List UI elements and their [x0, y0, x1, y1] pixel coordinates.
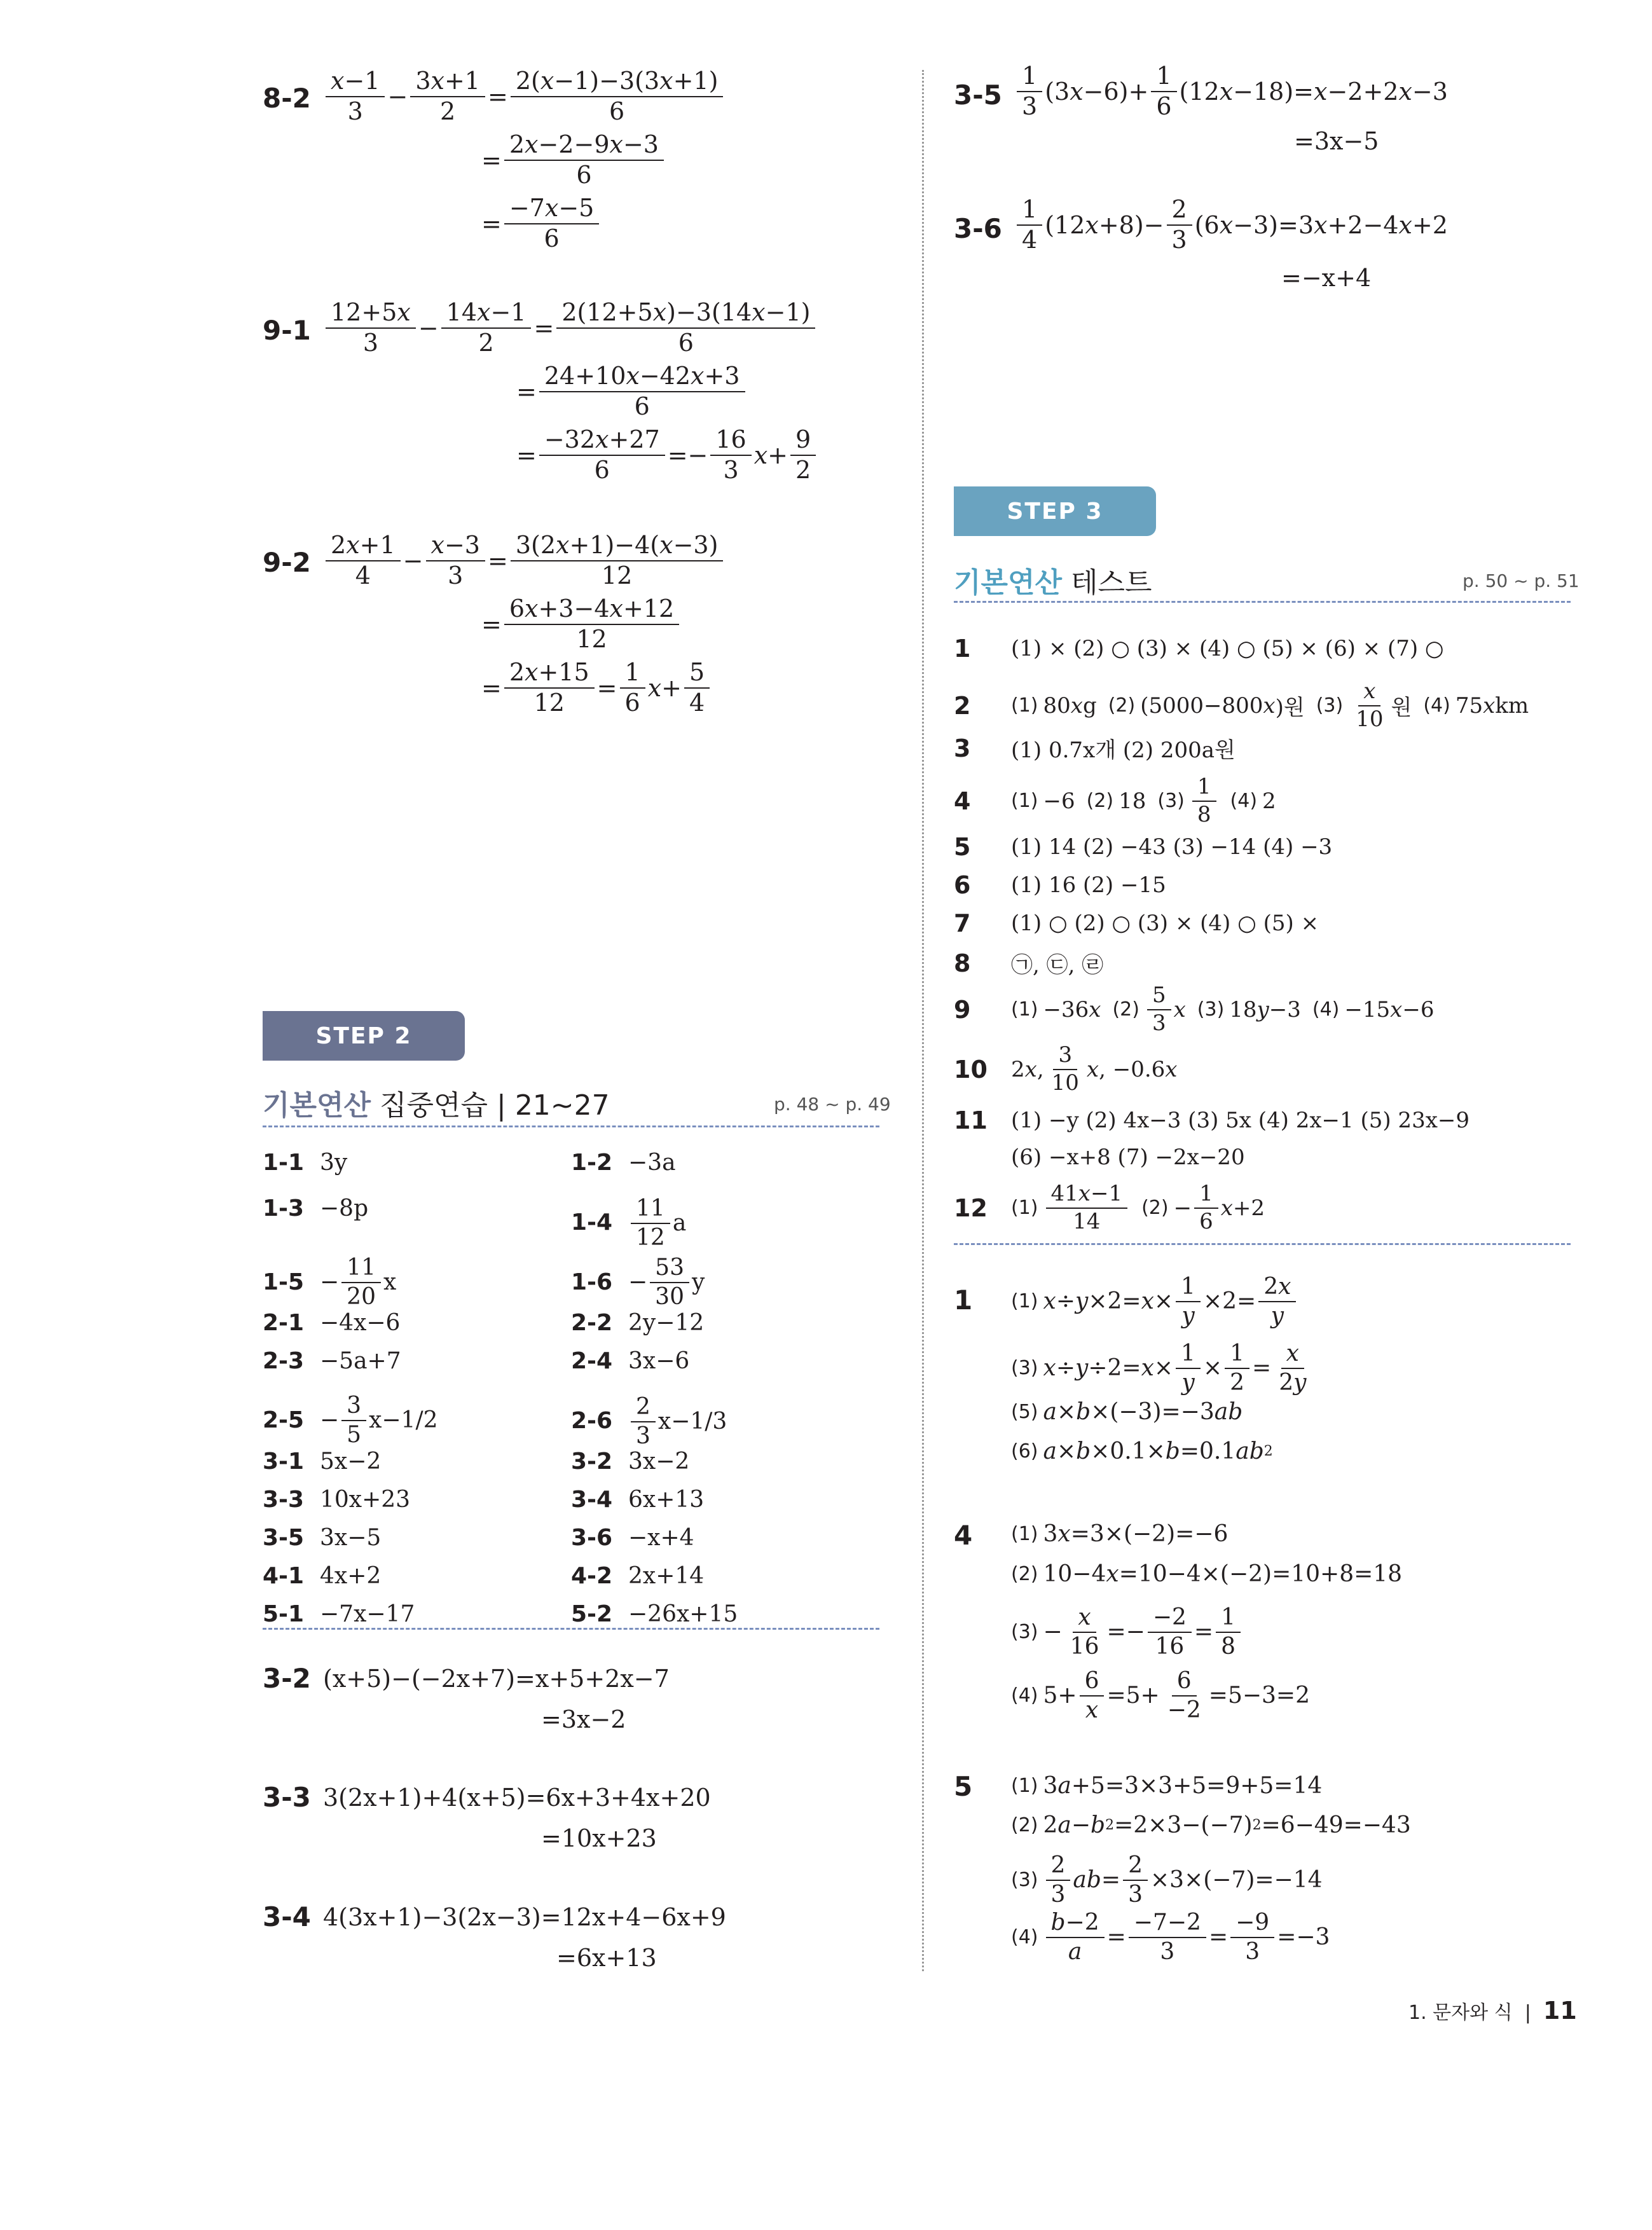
- step2-answer-value: $\frac{2}{3}$ x−1/3: [628, 1394, 727, 1449]
- step2-answer-value: $\frac{11}{12}$ a: [628, 1195, 686, 1250]
- test-answer-5: 5 (1) 14 (2) −43 (3) −14 (4) −3: [954, 833, 1333, 861]
- solution-label-4: 4: [954, 1520, 973, 1551]
- step2-answer-2-1: [263, 1310, 400, 1336]
- eq-3-3-line1: 3(2x+1)+4(x+5)=6x+3+4x+20: [323, 1784, 711, 1812]
- step2-answer-key: 3-5: [263, 1525, 305, 1551]
- step2-answer-key: 3-2: [571, 1449, 613, 1475]
- solution-1-1: (1) x ÷ y ×2= x × $\frac{1}{y}$ ×2= $\frac{2x}{y}$: [1011, 1275, 1298, 1328]
- eq-9-2-line1: $\frac{2x+1}{4}$ − $\frac{x-3}{3}$ = $\frac{3(2x+1)-4(x-3)}{12}$: [323, 533, 726, 589]
- right-column: [922, 0, 1652, 2230]
- eq-8-2-line3: = $\frac{-7x-5}{6}$: [481, 196, 602, 252]
- eq-9-1-line1: $\frac{12+5x}{3}$ − $\frac{14x-1}{2}$ = $\frac{2(12+5x)-3(14x-1)}{6}$: [323, 300, 818, 356]
- step2-answer-1-1: [263, 1150, 347, 1176]
- eq-9-1-line3: = $\frac{-32x+27}{6}$ =− $\frac{16}{3}$ x + $\frac{9}{2}$: [516, 427, 818, 483]
- step2-answer-key: 2-2: [571, 1310, 613, 1336]
- problem-label-3-4: 3-4: [263, 1901, 311, 1932]
- step3-divider-bottom: [954, 1243, 1571, 1245]
- test-answer-11-value-b: (6) −x+8 (7) −2x−20: [1011, 1145, 1245, 1170]
- eq-3-6-line2: =−x+4: [1281, 264, 1372, 292]
- page-number: 11: [1543, 1997, 1577, 2025]
- step2-title: [263, 1082, 610, 1123]
- step2-answer-3-1: [263, 1449, 381, 1475]
- step2-answer-4-2: [571, 1563, 704, 1589]
- eq-3-6-line1: $\frac{1}{4}$ (12 x +8)− $\frac{2}{3}$ (6 x −3)=3 x +2−4 x +2: [1014, 197, 1448, 253]
- step2-answer-1-5: [263, 1256, 396, 1309]
- test-answer-11b: [954, 1145, 1245, 1170]
- eq-8-2-line2: = $\frac{2x-2-9x-3}{6}$: [481, 132, 666, 188]
- step2-answer-key: 2-6: [571, 1408, 613, 1435]
- step2-answer-value: 3x−5: [320, 1525, 382, 1551]
- step2-answer-key: 1-2: [571, 1150, 613, 1176]
- test-answer-7-value: (1) ○ (2) ○ (3) × (4) ○ (5) ×: [1011, 911, 1319, 936]
- step2-answer-key: 3-4: [571, 1487, 613, 1513]
- step2-answer-value: 3x−6: [628, 1348, 690, 1374]
- page-footer: 1. 문자와 식 | 11: [1408, 1997, 1577, 2025]
- solution-1-6: (6) a × b ×0.1× b =0.1 ab 2: [1011, 1438, 1273, 1464]
- step2-divider-bottom: [263, 1628, 879, 1630]
- step2-answer-3-5: [263, 1525, 381, 1551]
- eq-8-2-line1: $\frac{x-1}{3}$ − $\frac{3x+1}{2}$ = $\frac{2(x-1)-3(3x+1)}{6}$: [323, 69, 726, 125]
- problem-label-3-2: 3-2: [263, 1663, 311, 1694]
- step2-answer-3-4: [571, 1487, 704, 1513]
- test-answer-7: 7 (1) ○ (2) ○ (3) × (4) ○ (5) ×: [954, 909, 1319, 937]
- step2-answer-key: 1-5: [263, 1269, 305, 1296]
- step3-badge: STEP 3: [954, 486, 1156, 536]
- solution-5-3: (3) $\frac{2}{3}$ ab = $\frac{2}{3}$ ×3×(−7)=−14: [1011, 1852, 1323, 1908]
- step2-answer-3-2: [571, 1449, 689, 1475]
- step2-answer-1-4: [571, 1195, 686, 1250]
- test-answer-8: 8 ㉠, ㉢, ㉣: [954, 947, 1103, 979]
- test-answer-8-value: ㉠, ㉢, ㉣: [1011, 953, 1104, 978]
- step2-answer-value: −26x+15: [628, 1601, 738, 1627]
- problem-label-8-2: 8-2: [263, 83, 311, 114]
- step2-answer-value: 6x+13: [628, 1487, 705, 1513]
- solution-5-1: (1) 3 a +5=3×3+5=9+5=14: [1011, 1773, 1323, 1799]
- step2-answer-value: 2x+14: [628, 1563, 705, 1589]
- step3-title-rest: 테스트: [1062, 567, 1152, 599]
- step2-badge: STEP 2: [263, 1011, 465, 1061]
- step2-answer-key: 3-6: [571, 1525, 613, 1551]
- step2-answer-key: 2-5: [263, 1407, 305, 1434]
- step2-answer-3-6: [571, 1525, 694, 1551]
- step2-answer-value: −5a+7: [320, 1348, 401, 1374]
- step3-divider-top: [954, 601, 1571, 603]
- solution-4-2: (2) 10−4 x =10−4×(−2)=10+8=18: [1011, 1561, 1403, 1587]
- step2-answer-key: 2-4: [571, 1348, 613, 1374]
- step2-answer-value: 5x−2: [320, 1449, 382, 1475]
- step2-answer-value: 3x−2: [628, 1449, 690, 1475]
- solution-4-1: (1) 3 x =3×(−2)=−6: [1011, 1521, 1229, 1547]
- problem-label-3-3: 3-3: [263, 1782, 311, 1813]
- step2-answer-1-2: [571, 1150, 676, 1176]
- test-answer-11: 11 (1) −y (2) 4x−3 (3) 5x (4) 2x−1 (5) 23x−9: [954, 1106, 1470, 1134]
- step2-answer-key: 1-1: [263, 1150, 305, 1176]
- step2-answer-4-1: [263, 1563, 381, 1589]
- footer-chapter: 1. 문자와 식: [1408, 2002, 1513, 2024]
- solution-1-3: (3) x ÷ y ÷2= x × $\frac{1}{y}$ × $\frac{1}{2}$ = $\frac{x}{2y}$: [1011, 1340, 1307, 1396]
- step2-answer-key: 1-3: [263, 1195, 305, 1222]
- step2-answer-value: 10x+23: [320, 1487, 411, 1513]
- step2-answer-value: 3y: [320, 1150, 348, 1176]
- step2-answer-value: − $\frac{11}{20}$ x: [320, 1255, 397, 1310]
- step2-answer-value: −3a: [628, 1150, 676, 1176]
- step2-answer-key: 2-1: [263, 1310, 305, 1336]
- solution-5-4: (4) $\frac{b-2}{a}$ = $\frac{-7-2}{3}$ = $\frac{-9}{3}$ =−3: [1011, 1910, 1330, 1965]
- step2-answer-1-3: [263, 1195, 368, 1222]
- step2-answer-value: −8p: [320, 1195, 369, 1222]
- test-answer-1-value: (1) × (2) ○ (3) × (4) ○ (5) × (6) × (7) ○: [1011, 636, 1444, 661]
- eq-9-2-line2: = $\frac{6x+3-4x+12}{12}$: [481, 596, 682, 652]
- test-answer-5-value: (1) 14 (2) −43 (3) −14 (4) −3: [1011, 834, 1333, 860]
- step2-answer-5-2: [571, 1601, 738, 1627]
- eq-3-2-line1: (x+5)−(−2x+7)=x+5+2x−7: [323, 1665, 670, 1693]
- step2-answer-2-3: [263, 1348, 401, 1374]
- eq-3-5-line2: =3x−5: [1294, 127, 1379, 155]
- step2-answer-value: −7x−17: [320, 1601, 415, 1627]
- step2-answer-2-6: [571, 1394, 727, 1449]
- problem-label-9-1: 9-1: [263, 315, 311, 346]
- step2-answer-value: 4x+2: [320, 1563, 382, 1589]
- problem-label-9-2: 9-2: [263, 547, 311, 578]
- solution-5-2: (2) 2 a − b 2 =2×3−(−7) 2 =6−49=−43: [1011, 1812, 1411, 1838]
- step2-answer-key: 3-1: [263, 1449, 305, 1475]
- eq-3-3-line2: =10x+23: [541, 1824, 657, 1852]
- eq-3-2-line2: =3x−2: [541, 1705, 626, 1733]
- problem-label-3-5: 3-5: [954, 79, 1002, 111]
- step2-answer-key: 1-4: [571, 1209, 613, 1236]
- test-answer-9: 9 (1) −36 x (2) $\frac{5}{3}$ x (3) 18 y −3 (4) −15 x −6: [954, 982, 1435, 1036]
- step2-answer-value: − $\frac{3}{5}$ x−1/2: [320, 1393, 438, 1448]
- step2-answer-2-4: [571, 1348, 689, 1374]
- solution-4-3: (3) − $\frac{x}{16}$ =− $\frac{-2}{16}$ = $\frac{1}{8}$: [1011, 1606, 1243, 1659]
- step2-answer-3-3: [263, 1487, 410, 1513]
- step2-answer-2-5: [263, 1394, 437, 1447]
- test-answer-12: 12 (1) $\frac{41x-1}{14}$ (2) − $\frac{1}{6}$ x +2: [954, 1181, 1265, 1234]
- step2-answer-key: 5-1: [263, 1601, 305, 1627]
- step2-answer-5-1: [263, 1601, 415, 1627]
- step3-title-highlight: 기본연산: [954, 567, 1063, 599]
- solution-label-1: 1: [954, 1284, 973, 1316]
- step2-answer-value: −4x−6: [320, 1310, 401, 1336]
- eq-3-4-line1: 4(3x+1)−3(2x−3)=12x+4−6x+9: [323, 1903, 726, 1931]
- test-answer-10: 10 2 x , $\frac{3}{10}$ x , −0.6 x: [954, 1042, 1178, 1096]
- test-answer-3: 3 (1) 0.7x개 (2) 200a원: [954, 733, 1236, 764]
- step2-answer-key: 4-2: [571, 1563, 613, 1589]
- step2-title-highlight: 기본연산: [263, 1089, 371, 1122]
- step2-answer-1-6: [571, 1256, 705, 1309]
- step2-answer-value: −x+4: [628, 1525, 694, 1551]
- step2-pages: p. 48 ~ p. 49: [774, 1094, 891, 1115]
- problem-label-3-6: 3-6: [954, 213, 1002, 244]
- step2-divider-top: [263, 1125, 879, 1127]
- solution-1-5: (5) a × b ×(−3)=−3 ab: [1011, 1399, 1243, 1425]
- step2-answer-key: 1-6: [571, 1269, 613, 1296]
- test-answer-3-value: (1) 0.7x개 (2) 200a원: [1011, 738, 1236, 763]
- eq-3-4-line2: =6x+13: [556, 1944, 657, 1972]
- eq-3-5-line1: $\frac{1}{3}$ (3 x −6)+ $\frac{1}{6}$ (12 x −18)= x −2+2 x −3: [1014, 64, 1448, 120]
- test-answer-11-value-a: (1) −y (2) 4x−3 (3) 5x (4) 2x−1 (5) 23x−9: [1011, 1108, 1470, 1133]
- solution-4-4: (4) 5+ $\frac{6}{x}$ =5+ $\frac{6}{-2}$ =5−3=2: [1011, 1668, 1311, 1723]
- test-answer-2: 2 (1) 80 x g (2) (5000−800 x )원 (3) $\frac{x}{10}$ 원 (4) 75 x km: [954, 678, 1529, 732]
- test-answer-6: 6 (1) 16 (2) −15: [954, 871, 1166, 899]
- step2-answer-2-2: [571, 1310, 704, 1336]
- step2-answer-value: 2y−12: [628, 1310, 705, 1336]
- step3-pages: p. 50 ~ p. 51: [1463, 570, 1580, 591]
- step2-answer-key: 2-3: [263, 1348, 305, 1374]
- step3-title: [954, 560, 1152, 600]
- eq-9-1-line2: = $\frac{24+10x-42x+3}{6}$: [516, 364, 748, 420]
- solution-label-5: 5: [954, 1771, 973, 1802]
- step2-title-rest: 집중연습 | 21~27: [371, 1089, 610, 1122]
- step2-answer-key: 4-1: [263, 1563, 305, 1589]
- test-answer-1: 1 (1) × (2) ○ (3) × (4) ○ (5) × (6) × (7) ○: [954, 635, 1444, 663]
- test-answer-4: 4 (1) −6 (2) 18 (3) $\frac{1}{8}$ (4) 2: [954, 774, 1276, 827]
- eq-9-2-line3: = $\frac{2x+15}{12}$ = $\frac{1}{6}$ x + $\frac{5}{4}$: [481, 660, 712, 716]
- step2-answer-key: 3-3: [263, 1487, 305, 1513]
- step2-answer-key: 5-2: [571, 1601, 613, 1627]
- test-answer-6-value: (1) 16 (2) −15: [1011, 872, 1166, 898]
- step2-answer-value: − $\frac{53}{30}$ y: [628, 1255, 705, 1310]
